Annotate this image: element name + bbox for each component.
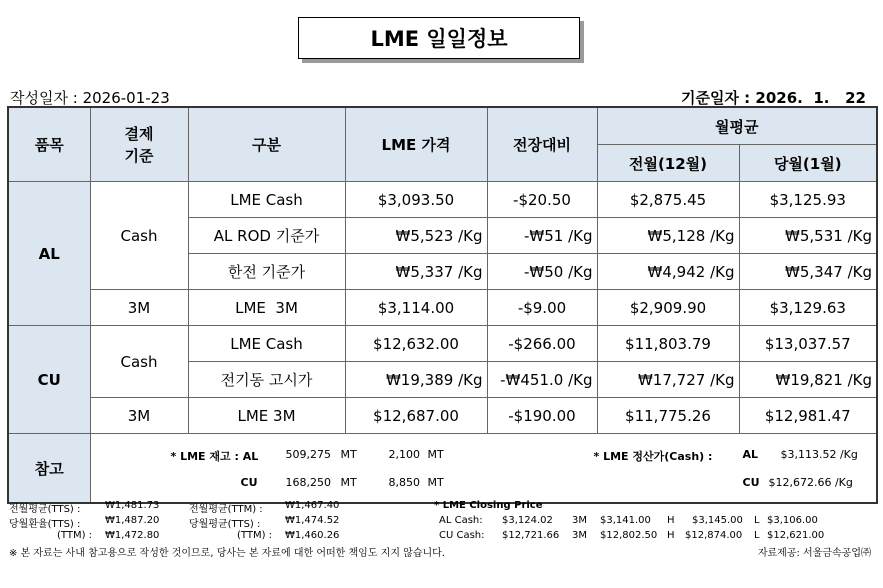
this-month-cell: ₩5,347 /Kg — [739, 254, 877, 290]
diff-cell: -₩451.0 /Kg — [487, 362, 597, 398]
diff-cell: -$20.50 — [487, 182, 597, 218]
table-row — [8, 290, 877, 326]
cu-stock-unit: MT — [340, 476, 357, 489]
this-month-cell: ₩19,821 /Kg — [739, 362, 877, 398]
prev-month-cell: $2,875.45 — [597, 182, 739, 218]
al-cash-label: AL Cash: — [439, 515, 483, 526]
cu-3m: $12,802.50 — [600, 530, 658, 541]
al-cash-basis: Cash — [90, 182, 188, 290]
header-item: 품목 — [8, 107, 90, 182]
price-cell: $3,114.00 — [345, 290, 487, 326]
header-category: 구분 — [188, 107, 345, 182]
header-prev-month: 전월(12월) — [597, 145, 739, 182]
settle-label: * LME 정산가(Cash) : — [593, 450, 713, 463]
category-cell: 한전 기준가 — [188, 254, 345, 290]
al-change-unit: MT — [427, 448, 444, 461]
al-3m-label: 3M — [572, 515, 587, 526]
diff-cell: -$190.00 — [487, 398, 597, 434]
tts-cur: ₩1,487.20 — [105, 515, 160, 526]
al-l: $3,106.00 — [767, 515, 818, 526]
cu-change-unit: MT — [427, 476, 444, 489]
category-cell: LME Cash — [188, 182, 345, 218]
cu-stock-label: CU — [240, 476, 258, 489]
cu-cash-label: CU Cash: — [439, 530, 485, 541]
item-al: AL — [8, 182, 90, 326]
diff-cell: -₩50 /Kg — [487, 254, 597, 290]
cu-h-label: H — [667, 530, 675, 541]
cu-3m-label: 3M — [572, 530, 587, 541]
al-cash: $3,124.02 — [502, 515, 553, 526]
settle-al: $3,113.52 /Kg — [780, 448, 858, 461]
cu-stock-change: 8,850 — [388, 476, 420, 489]
al-h-label: H — [667, 515, 675, 526]
tts-prev: ₩1,481.73 — [105, 500, 160, 511]
price-cell: ₩19,389 /Kg — [345, 362, 487, 398]
price-cell: $12,632.00 — [345, 326, 487, 362]
disclaimer: ※ 본 자료는 사내 참고용으로 작성한 것이므로, 당사는 본 자료에 대한 어떠한 책임도 지지 않습니다. — [9, 548, 445, 559]
table-row — [8, 326, 877, 362]
base-date — [681, 87, 866, 108]
ttm-prev: ₩1,467.40 — [285, 500, 340, 511]
al-stock: 509,275 — [285, 448, 331, 461]
settle-cu-label: CU — [742, 476, 760, 489]
al-3m-basis: 3M — [90, 290, 188, 326]
ttm-cur: ₩1,474.52 — [285, 515, 340, 526]
price-cell: ₩5,337 /Kg — [345, 254, 487, 290]
written-date-label: 작성일자 : — [10, 89, 78, 107]
header-settlement: 결제 기준 — [90, 107, 188, 182]
category-cell: 전기동 고시가 — [188, 362, 345, 398]
header-monthly-avg: 월평균 — [597, 107, 877, 145]
al-stock-unit: MT — [340, 448, 357, 461]
this-month-cell: $12,981.47 — [739, 398, 877, 434]
cu-stock: 168,250 — [285, 476, 331, 489]
prev-month-cell: ₩4,942 /Kg — [597, 254, 739, 290]
price-cell: $12,687.00 — [345, 398, 487, 434]
cu-cash-basis: Cash — [90, 326, 188, 398]
this-month-cell: $13,037.57 — [739, 326, 877, 362]
diff-cell: -$9.00 — [487, 290, 597, 326]
ttm-cur-label: 당월평균(TTS) : — [189, 519, 261, 530]
header-this-month: 당월(1월) — [739, 145, 877, 182]
ttm3: ₩1,460.26 — [285, 530, 340, 541]
ttm2-label: (TTM) : — [57, 530, 93, 541]
category-cell: LME 3M — [188, 398, 345, 434]
al-h: $3,145.00 — [692, 515, 743, 526]
prev-month-cell: $11,803.79 — [597, 326, 739, 362]
reference-content — [90, 434, 877, 504]
this-month-cell: ₩5,531 /Kg — [739, 218, 877, 254]
prev-month-cell: ₩5,128 /Kg — [597, 218, 739, 254]
diff-cell: -$266.00 — [487, 326, 597, 362]
reference-row — [8, 434, 877, 504]
stock-label: * LME 재고 : AL — [170, 450, 259, 463]
al-l-label: L — [754, 515, 760, 526]
ttm-prev-label: 전월평균(TTM) : — [189, 504, 263, 515]
header-lme-price: LME 가격 — [345, 107, 487, 182]
tts-cur-label: 당월환율(TTS) : — [9, 519, 81, 530]
written-date-value: 2026-01-23 — [82, 89, 170, 107]
written-date — [10, 87, 170, 108]
base-date-value: 2026. 1. 22 — [755, 89, 866, 107]
settle-al-label: AL — [742, 448, 759, 461]
tts-prev-label: 전월평균(TTS) : — [9, 504, 81, 515]
diff-cell: -₩51 /Kg — [487, 218, 597, 254]
cu-l-label: L — [754, 530, 760, 541]
header-prev-diff: 전장대비 — [487, 107, 597, 182]
category-cell: LME 3M — [188, 290, 345, 326]
table-row — [8, 182, 877, 218]
base-date-label: 기준일자 : — [681, 89, 751, 107]
ttm3-label: (TTM) : — [237, 530, 273, 541]
prev-month-cell: $11,775.26 — [597, 398, 739, 434]
source: 자료제공: 서울금속공업㈜ — [757, 548, 871, 559]
category-cell: LME Cash — [188, 326, 345, 362]
closing-label: * LME Closing Price — [434, 500, 543, 511]
price-cell: $3,093.50 — [345, 182, 487, 218]
price-cell: ₩5,523 /Kg — [345, 218, 487, 254]
this-month-cell: $3,129.63 — [739, 290, 877, 326]
prev-month-cell: $2,909.90 — [597, 290, 739, 326]
lme-price-table — [7, 106, 878, 504]
cu-cash: $12,721.66 — [502, 530, 560, 541]
cu-h: $12,874.00 — [685, 530, 743, 541]
prev-month-cell: ₩17,727 /Kg — [597, 362, 739, 398]
page-title: LME 일일정보 — [298, 17, 580, 59]
this-month-cell: $3,125.93 — [739, 182, 877, 218]
ttm2: ₩1,472.80 — [105, 530, 160, 541]
table-row — [8, 398, 877, 434]
al-3m: $3,141.00 — [600, 515, 651, 526]
settle-cu: $12,672.66 /Kg — [768, 476, 853, 489]
item-cu: CU — [8, 326, 90, 434]
al-stock-change: 2,100 — [388, 448, 420, 461]
reference-label: 참고 — [8, 434, 90, 504]
cu-l: $12,621.00 — [767, 530, 825, 541]
cu-3m-basis: 3M — [90, 398, 188, 434]
category-cell: AL ROD 기준가 — [188, 218, 345, 254]
